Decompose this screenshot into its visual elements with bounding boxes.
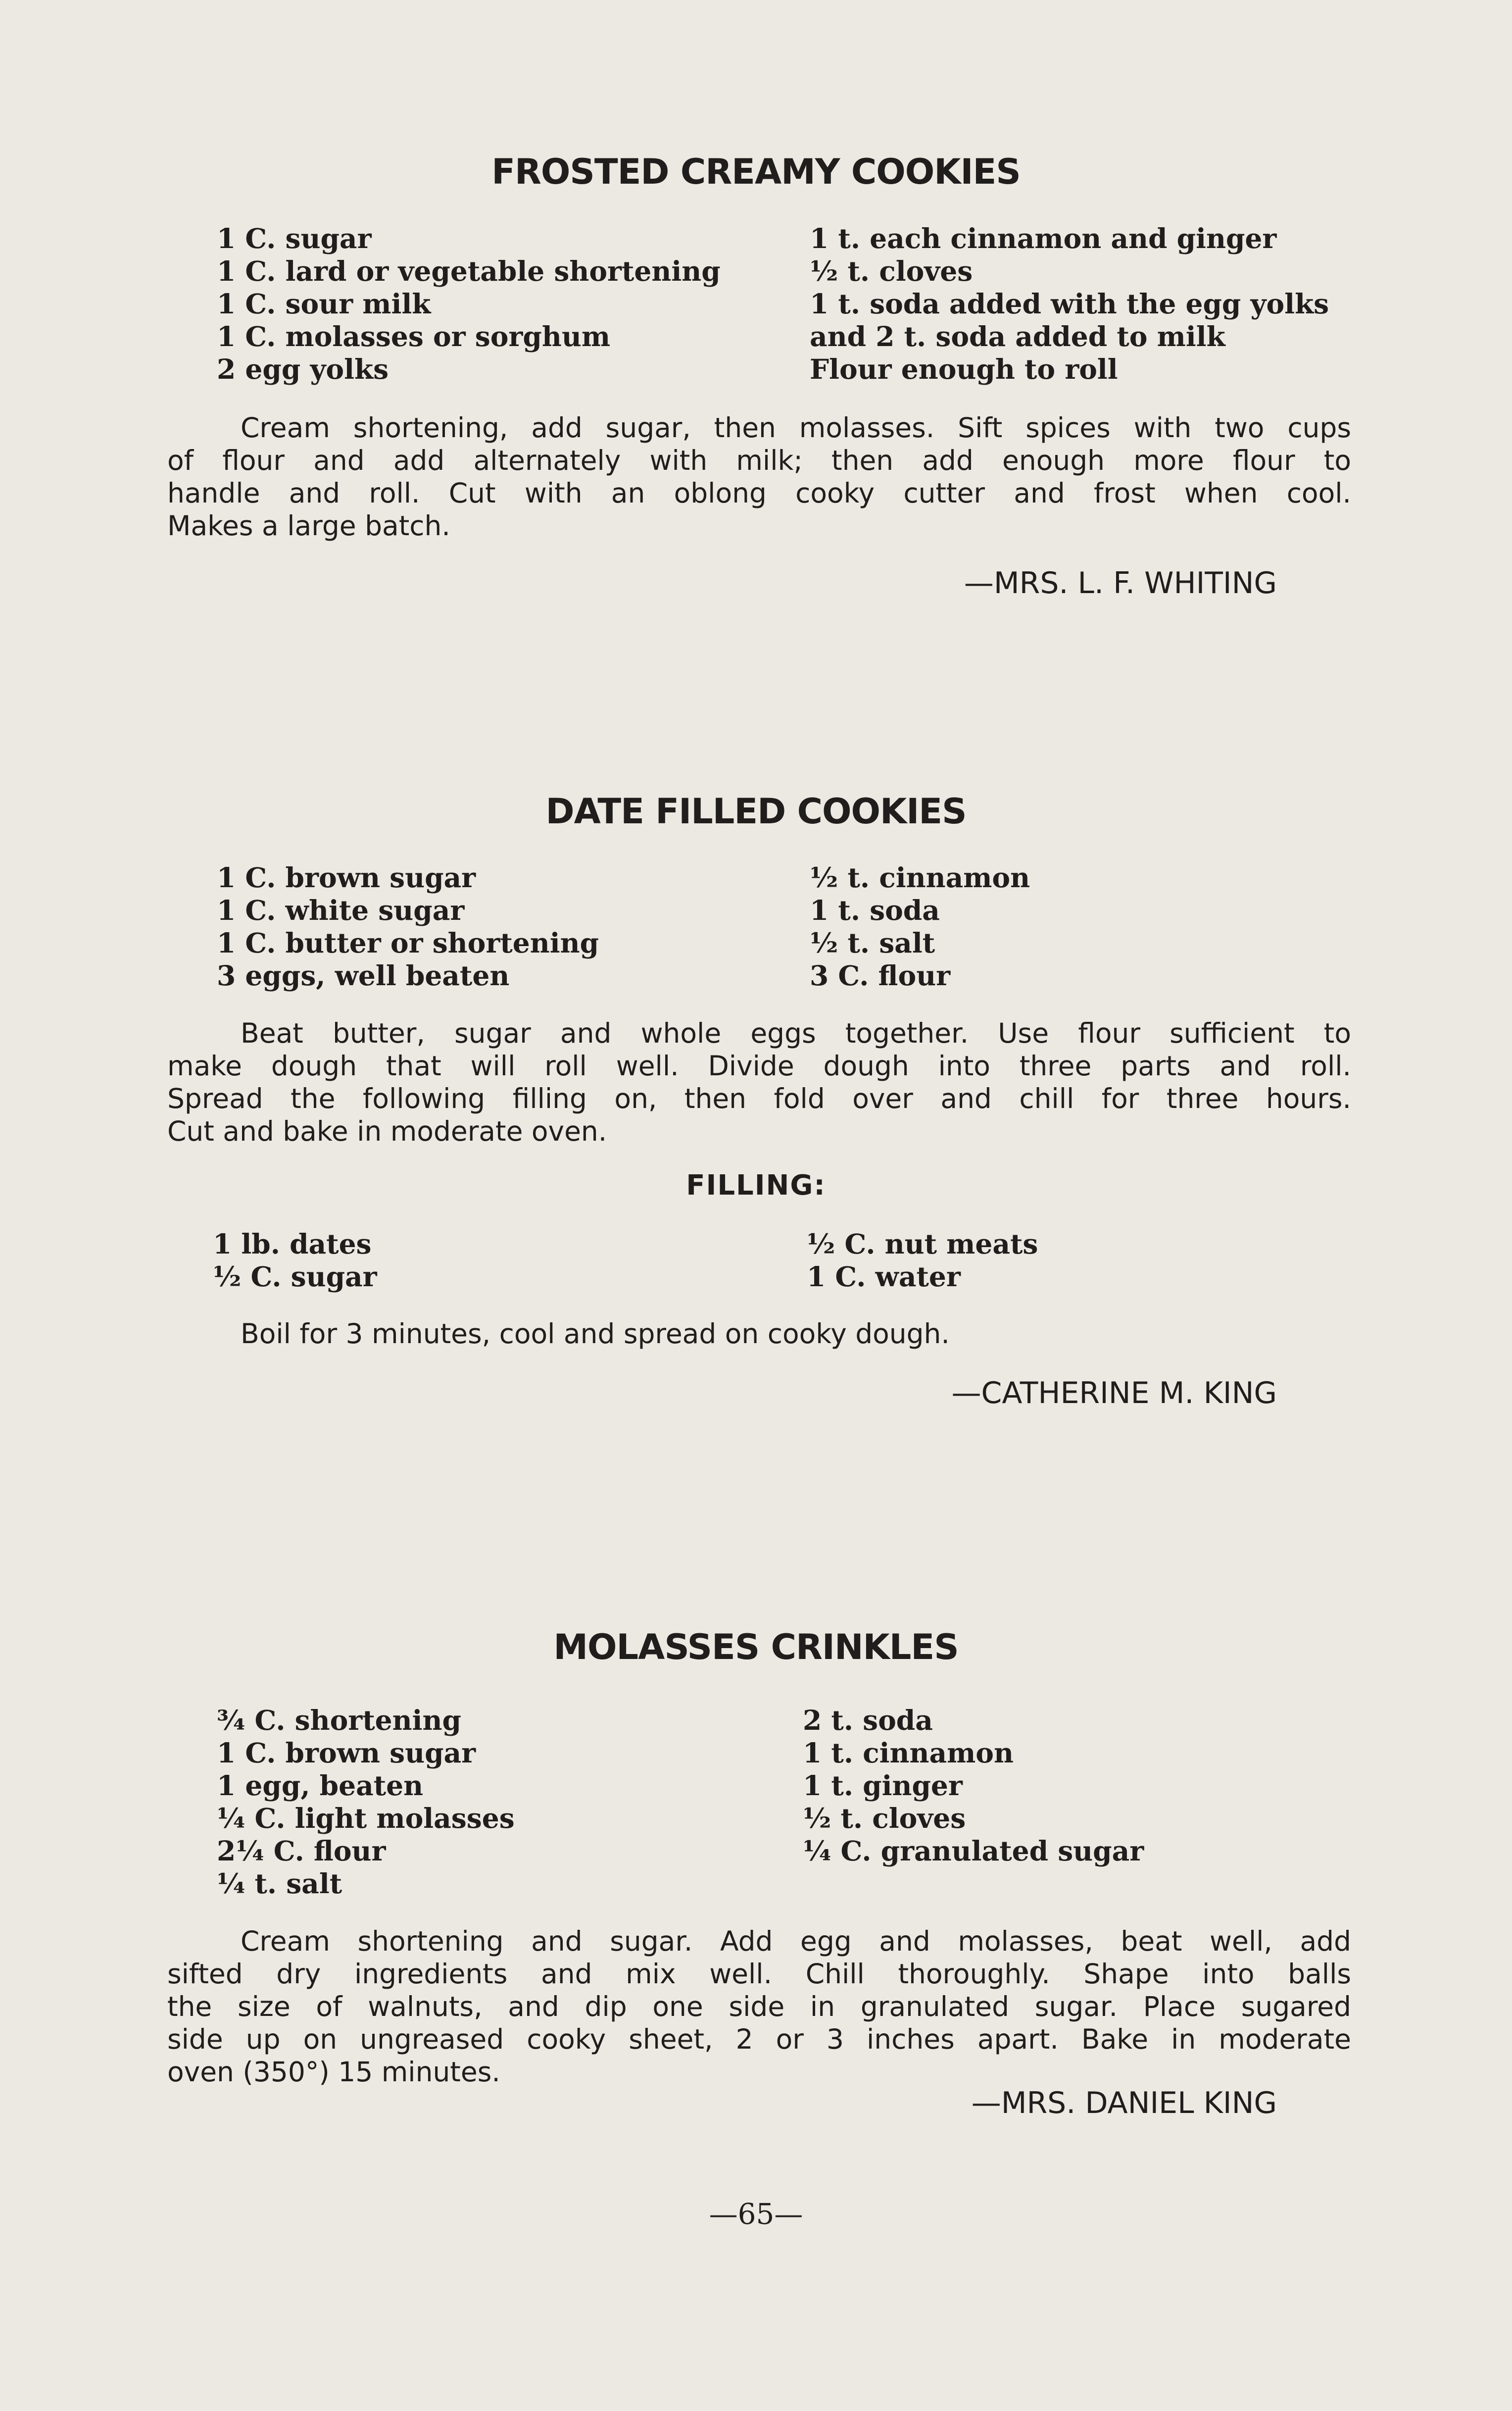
ingredient: 1 egg, beaten [217, 1769, 424, 1802]
ingredient: 1 t. soda added with the egg yolks [810, 288, 1329, 320]
ingredient: 1 C. molasses or sorghum [217, 320, 611, 352]
ingredient: 2 egg yolks [217, 353, 389, 385]
ingredient: 3 C. flour [810, 959, 951, 992]
ingredient: 1 C. sugar [217, 222, 372, 254]
filling-directions [167, 1317, 1351, 1350]
ingredient: ¾ C. shortening [217, 1704, 461, 1736]
directions-line: side up on ungreased cooky sheet, 2 or 3 inches apart. Bake in moderate [167, 2023, 1351, 2055]
directions-line: Boil for 3 minutes, cool and spread on cooky dough. [241, 1318, 950, 1350]
ingredient: 2¼ C. flour [217, 1835, 386, 1867]
ingredient-list-right [810, 222, 1329, 386]
directions-line: handle and roll. Cut with an oblong cooky cutter and frost when cool. [167, 477, 1351, 509]
ingredient: 1 t. each cinnamon and ginger [810, 222, 1277, 254]
filling-heading: FILLING: [686, 1169, 826, 1202]
ingredient: ½ t. cloves [803, 1802, 966, 1834]
ingredient: 2 t. soda [803, 1704, 933, 1736]
ingredient: 1 t. soda [810, 894, 940, 926]
ingredient: 1 C. sour milk [217, 288, 431, 320]
ingredient: 1 C. brown sugar [217, 861, 476, 894]
recipe-title: FROSTED CREAMY COOKIES [491, 151, 1021, 192]
ingredient-list-right [810, 861, 1030, 992]
recipe-author: —MRS. L. F. WHITING [964, 566, 1277, 601]
ingredient: and 2 t. soda added to milk [810, 320, 1225, 352]
directions-line: Spread the following filling on, then fold over and chill for three hours. [167, 1083, 1351, 1114]
ingredient: 1 C. lard or vegetable shortening [217, 255, 721, 287]
filling-list-right [807, 1228, 1038, 1293]
directions-line: Beat butter, sugar and whole eggs together. Use flour sufficient to [241, 1017, 1351, 1049]
directions-line: oven (350°) 15 minutes. [167, 2056, 500, 2088]
recipe-author: —MRS. DANIEL KING [971, 2086, 1277, 2120]
ingredient: ½ C. nut meats [807, 1228, 1038, 1260]
ingredient-list-right [803, 1704, 1144, 1867]
ingredient: 1 t. ginger [803, 1769, 963, 1802]
recipe-title: MOLASSES CRINKLES [553, 1627, 959, 1667]
ingredient-list-left [217, 861, 599, 992]
directions-line: Cut and bake in moderate oven. [167, 1115, 607, 1147]
ingredient: 1 lb. dates [213, 1228, 372, 1260]
page-number: —65— [709, 2197, 803, 2231]
directions-line: make dough that will roll well. Divide dough into three parts and roll. [167, 1050, 1351, 1082]
directions-line: the size of walnuts, and dip one side in granulated sugar. Place sugared [167, 1991, 1351, 2022]
ingredient: 1 C. water [807, 1260, 961, 1293]
ingredient-list-left [217, 222, 721, 386]
ingredient: 1 t. cinnamon [803, 1737, 1014, 1769]
recipe-author: —CATHERINE M. KING [951, 1376, 1277, 1410]
ingredient: 1 C. white sugar [217, 894, 465, 926]
ingredient: ¼ C. granulated sugar [803, 1835, 1144, 1867]
directions-line: of flour and add alternately with milk; then add enough more flour to [167, 445, 1351, 476]
ingredient: ½ t. cinnamon [810, 861, 1030, 894]
directions-line: Cream shortening and sugar. Add egg and molasses, beat well, add [241, 1925, 1351, 1957]
ingredient: 1 C. brown sugar [217, 1737, 476, 1769]
ingredient: ¼ C. light molasses [217, 1802, 515, 1834]
recipe-directions [167, 1925, 1351, 2088]
ingredient: ¼ t. salt [217, 1867, 342, 1900]
ingredient: 3 eggs, well beaten [217, 959, 510, 992]
filling-list-left [213, 1228, 377, 1293]
directions-line: Cream shortening, add sugar, then molasses. Sift spices with two cups [241, 412, 1351, 444]
recipe-title: DATE FILLED COOKIES [545, 791, 967, 832]
ingredient-list-left [217, 1704, 515, 1900]
directions-line: Makes a large batch. [167, 510, 450, 542]
ingredient: ½ t. salt [810, 927, 935, 959]
recipe-directions [167, 411, 1351, 542]
ingredient: 1 C. butter or shortening [217, 927, 599, 959]
ingredient: ½ t. cloves [810, 255, 973, 287]
directions-line: sifted dry ingredients and mix well. Chill thoroughly. Shape into balls [167, 1958, 1351, 1990]
recipe-directions [167, 1017, 1351, 1148]
ingredient: Flour enough to roll [810, 353, 1118, 385]
ingredient: ½ C. sugar [213, 1260, 377, 1293]
